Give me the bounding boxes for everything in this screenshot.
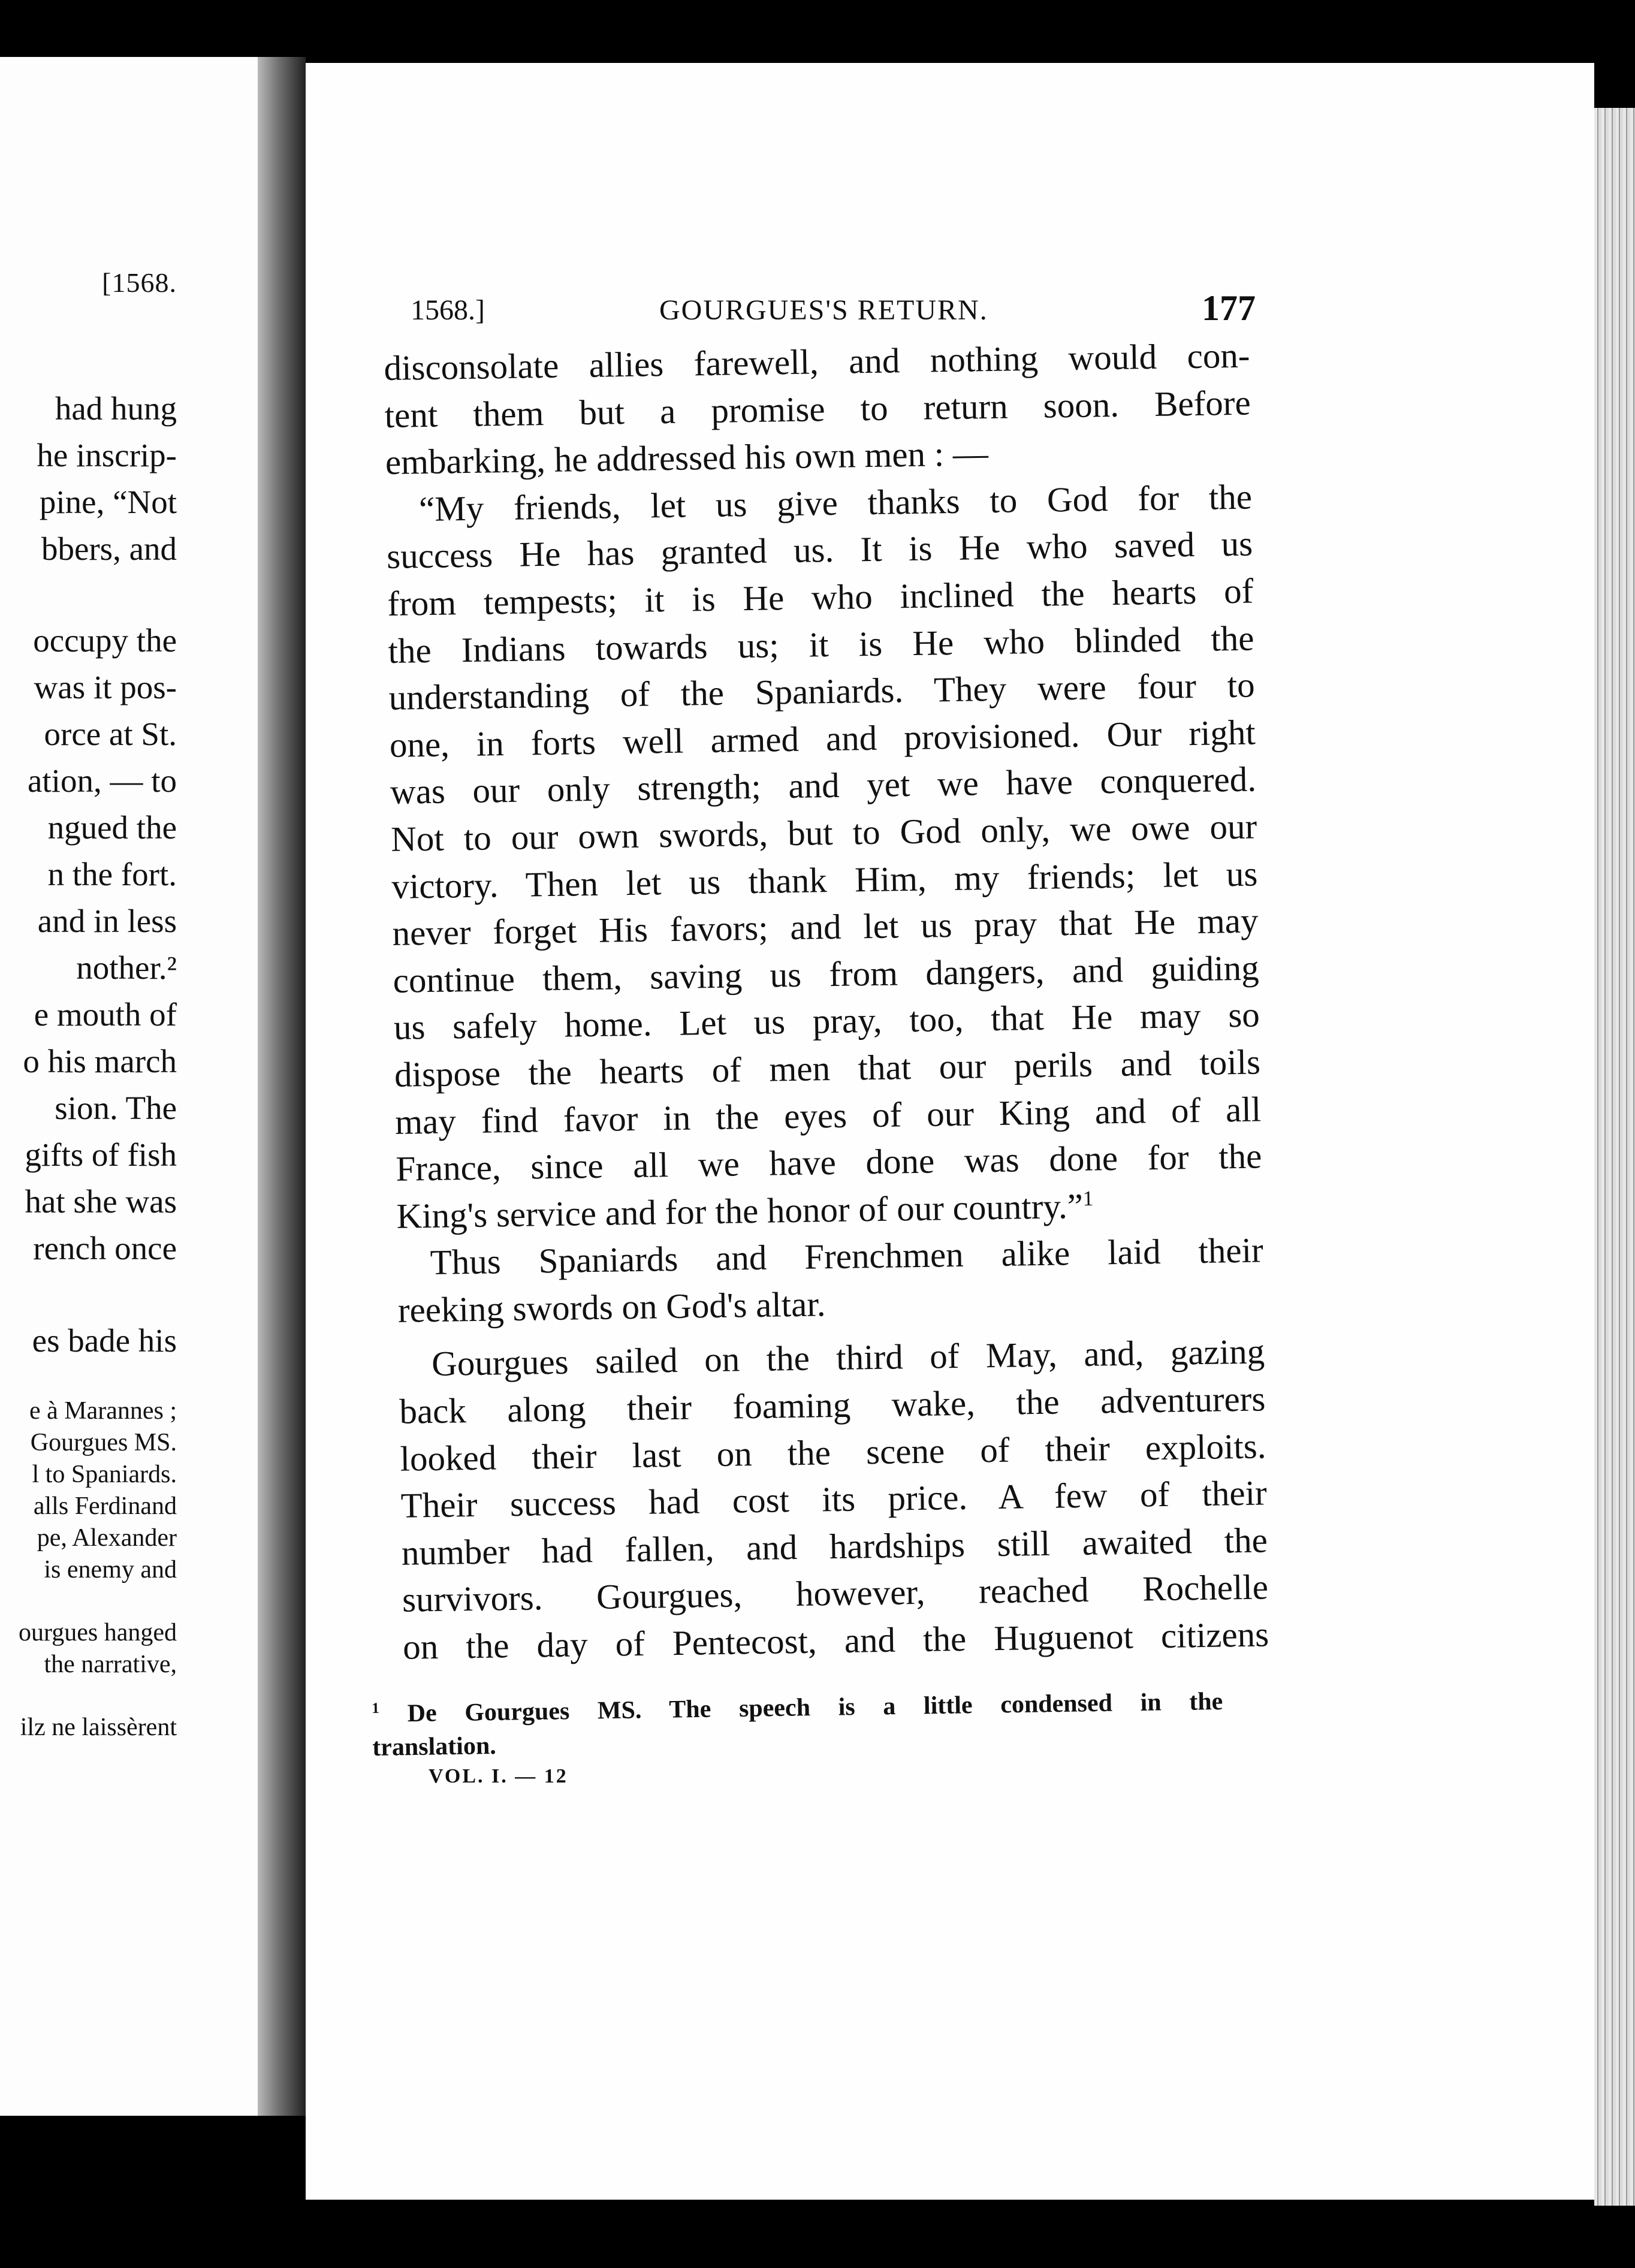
- previous-page-note-line: e à Marannes ;: [29, 1397, 177, 1425]
- text-line: one, in forts well armed and provisioned. Our right: [389, 712, 1256, 765]
- previous-page-running-head: [1568.: [102, 267, 177, 298]
- text-line: us safely home. Let us pray, too, that He may so: [393, 994, 1260, 1048]
- running-head: [411, 288, 1256, 336]
- text-line: France, since all we have done was done for the: [395, 1136, 1262, 1189]
- previous-page-line: gifts of fish: [25, 1136, 177, 1173]
- previous-page-note-line: the narrative,: [44, 1651, 177, 1678]
- text-line: reeking swords on God's altar.: [397, 1284, 826, 1330]
- previous-page-note-line: pe, Alexander: [37, 1524, 177, 1552]
- running-head-title: GOURGUES'S RETURN.: [659, 294, 988, 326]
- footnote-marker: 1: [1082, 1186, 1094, 1210]
- text-line: embarking, he addressed his own men : —: [385, 433, 989, 482]
- text-line: looked their last on the scene of their exploits.: [400, 1426, 1266, 1479]
- previous-page-line: was it pos-: [34, 669, 177, 705]
- footnote-text: De Gourgues MS. The speech is a little condensed in the: [407, 1687, 1223, 1728]
- previous-page-line: nother.²: [76, 949, 177, 986]
- text-line: success He has granted us. It is He who saved us: [386, 523, 1253, 577]
- previous-page-line: bbers, and: [41, 530, 177, 567]
- previous-page-line: ngued the: [47, 809, 177, 846]
- previous-page-line: e mouth of: [34, 996, 177, 1033]
- text-line: dispose the hearts of men that our perils and toils: [394, 1042, 1261, 1094]
- previous-page-note-line: is enemy and: [44, 1556, 177, 1584]
- previous-page-line: n the fort.: [47, 856, 177, 892]
- previous-page-line: hat she was: [25, 1183, 177, 1220]
- previous-page-line: he inscrip-: [37, 437, 177, 473]
- footnote-number: 1: [372, 1700, 380, 1717]
- text-line: “My friends, let us give thanks to God for the: [418, 476, 1253, 529]
- previous-page-fragment: [0, 57, 258, 2116]
- text-line: number had fallen, and hardships still awaited the: [401, 1520, 1268, 1573]
- previous-page-line: ation, — to: [27, 762, 177, 799]
- previous-page-line: and in less: [37, 903, 177, 939]
- text-line: on the day of Pentecost, and the Huguenot citizens: [402, 1614, 1269, 1667]
- text-line: tent them but a promise to return soon. Before: [384, 382, 1251, 435]
- running-head-date: 1568.]: [411, 294, 485, 326]
- book-gutter: [258, 57, 306, 2116]
- text-line: Thus Spaniards and Frenchmen alike laid their: [430, 1230, 1264, 1283]
- text-line: back along their foaming wake, the adventurers: [399, 1379, 1266, 1431]
- text-line: victory. Then let us thank Him, my friends; let us: [391, 853, 1258, 906]
- previous-page-line: rench once: [33, 1230, 177, 1266]
- previous-page-note-line: ourgues hanged: [19, 1619, 177, 1646]
- quote-end-text: King's service and for the honor of our country.”: [396, 1186, 1084, 1236]
- text-line: Gourgues sailed on the third of May, and, gazing: [431, 1331, 1265, 1384]
- previous-page-note-line: alls Ferdinand: [33, 1492, 177, 1520]
- text-line: may find favor in the eyes of our King and of all: [394, 1088, 1262, 1142]
- previous-page-note-line: l to Spaniards.: [32, 1461, 177, 1488]
- footnote-line: translation.: [372, 1732, 497, 1762]
- text-line: understanding of the Spaniards. They were four to: [388, 665, 1256, 718]
- text-line: Not to our own swords, but to God only, we owe our: [390, 806, 1257, 859]
- signature-mark: VOL. I. — 12: [429, 1765, 568, 1787]
- text-line: was our only strength; and yet we have conquered.: [390, 759, 1257, 812]
- page-number: 177: [1202, 288, 1256, 328]
- text-line: never forget His favors; and let us pray that He may: [392, 900, 1259, 954]
- previous-page-line: had hung: [55, 390, 177, 427]
- text-line: continue them, saving us from dangers, and guiding: [393, 948, 1260, 1000]
- body-text: [384, 332, 1269, 1671]
- text-line: survivors. Gourgues, however, reached Rochelle: [402, 1567, 1269, 1620]
- previous-page-line: orce at St.: [44, 716, 177, 752]
- footnote: [372, 1685, 1224, 1765]
- previous-page-line: pine, “Not: [39, 484, 177, 520]
- previous-page-note-line: ilz ne laissèrent: [20, 1714, 177, 1741]
- text-line: the Indians towards us; it is He who blinded the: [388, 618, 1254, 671]
- previous-page-note-line: Gourgues MS.: [30, 1429, 177, 1456]
- text-line: disconsolate allies farewell, and nothing would con-: [384, 335, 1250, 388]
- previous-page-line: es bade his: [32, 1322, 177, 1359]
- text-line: Their success had cost its price. A few of their: [400, 1473, 1268, 1526]
- text-line: from tempests; it is He who inclined the hearts of: [387, 571, 1254, 623]
- previous-page-line: o his march: [23, 1043, 177, 1079]
- previous-page-line: sion. The: [55, 1090, 177, 1126]
- previous-page-line: occupy the: [33, 622, 177, 659]
- page-edges: [1594, 108, 1635, 2206]
